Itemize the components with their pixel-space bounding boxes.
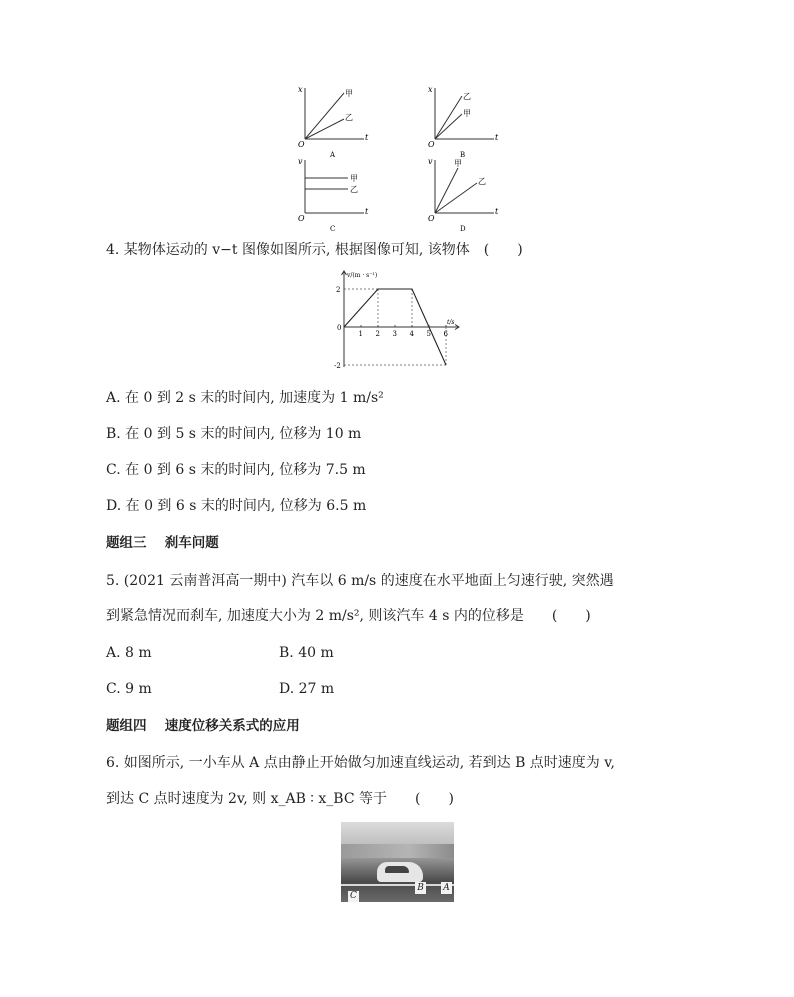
q4-vt-x-label: t/s bbox=[447, 319, 455, 326]
graph-b-line1-label: 乙 bbox=[463, 92, 471, 101]
graph-d-y-label: v bbox=[428, 157, 433, 166]
graph-a-x-label: t bbox=[365, 133, 369, 142]
q5-option-d: D. 27 m bbox=[279, 681, 335, 697]
graph-a-y-label: x bbox=[298, 85, 303, 94]
q5-option-b: B. 40 m bbox=[279, 645, 334, 661]
graph-c-caption: C bbox=[330, 225, 336, 233]
graph-d bbox=[422, 156, 502, 234]
graph-c-line2-label: 乙 bbox=[350, 185, 358, 194]
q4-option-b: B. 在 0 到 5 s 末的时间内, 位移为 10 m bbox=[106, 426, 362, 442]
graph-c-y-label: v bbox=[298, 157, 303, 166]
graph-c-line1-label: 甲 bbox=[350, 174, 358, 183]
graph-d-caption: D bbox=[460, 225, 466, 233]
graph-a-line1 bbox=[305, 93, 344, 139]
q4-vt-graph bbox=[334, 268, 464, 370]
graph-b-caption: B bbox=[460, 151, 466, 159]
graph-a-origin: O bbox=[298, 140, 305, 149]
q5-line1: 5. (2021 云南普洱高一期中) 汽车以 6 m/s 的速度在水平地面上匀速行驶, 突然遇 bbox=[106, 573, 614, 589]
graph-d-line2 bbox=[435, 183, 477, 213]
q6-car-photo bbox=[341, 822, 454, 902]
section-3-heading: 题组三 刹车问题 bbox=[106, 535, 219, 551]
q4-vt-axes bbox=[342, 271, 460, 367]
section-4-heading: 题组四 速度位移关系式的应用 bbox=[106, 718, 300, 734]
graph-b bbox=[422, 84, 502, 160]
graph-c-x-label: t bbox=[365, 207, 369, 216]
graph-d-line2-label: 乙 bbox=[478, 177, 486, 186]
graph-a-line2 bbox=[305, 119, 344, 139]
vt-x-tick-label-1: 1 bbox=[358, 330, 363, 338]
graph-d-x-label: t bbox=[495, 207, 499, 216]
graph-b-origin: O bbox=[428, 140, 435, 149]
q4-stem: 4. 某物体运动的 v−t 图像如图所示, 根据图像可知, 该物体 ( ) bbox=[106, 242, 523, 258]
photo-label-a: A bbox=[441, 882, 452, 894]
graph-b-x-label: t bbox=[495, 133, 499, 142]
graph-a-caption: A bbox=[330, 151, 336, 159]
graph-b-line2-label: 甲 bbox=[463, 109, 471, 118]
q4-option-a: A. 在 0 到 2 s 末的时间内, 加速度为 1 m/s² bbox=[106, 390, 384, 406]
q5-line2: 到紧急情况而刹车, 加速度大小为 2 m/s², 则该汽车 4 s 内的位移是 ( ) bbox=[106, 608, 591, 624]
q6-line1: 6. 如图所示, 一小车从 A 点由静止开始做匀加速直线运动, 若到达 B 点时速度为 v, bbox=[106, 755, 615, 771]
vt-x-tick-label-4: 4 bbox=[409, 330, 414, 338]
vt-x-tick-label-5: 5 bbox=[426, 330, 431, 338]
q5-option-c: C. 9 m bbox=[106, 681, 152, 697]
graph-d-origin: O bbox=[428, 214, 435, 223]
photo-road-line bbox=[341, 884, 454, 886]
graph-d-line1-label: 甲 bbox=[454, 159, 462, 168]
q4-vt-ticks bbox=[334, 286, 449, 370]
q5-option-a: A. 8 m bbox=[106, 645, 152, 661]
graph-a-line1-label: 甲 bbox=[345, 89, 353, 98]
vt-y-tick-label-2: 2 bbox=[336, 286, 341, 294]
vt-y-tick-label-neg2: -2 bbox=[334, 362, 341, 370]
graph-a bbox=[292, 84, 372, 160]
q4-vt-y-label: v/(m · s⁻¹) bbox=[347, 272, 378, 279]
graph-a-line2-label: 乙 bbox=[345, 113, 353, 122]
photo-label-c: C bbox=[348, 891, 359, 902]
q4-vt-origin: 0 bbox=[337, 324, 342, 332]
vt-x-tick-label-3: 3 bbox=[392, 330, 397, 338]
photo-hills bbox=[341, 844, 454, 858]
q4-option-d: D. 在 0 到 6 s 末的时间内, 位移为 6.5 m bbox=[106, 498, 367, 514]
graph-b-y-label: x bbox=[428, 85, 433, 94]
graph-d-line1 bbox=[435, 168, 458, 213]
q6-line2: 到达 C 点时速度为 2v, 则 x_AB ∶ x_BC 等于 ( ) bbox=[106, 791, 454, 807]
vt-x-tick-label-2: 2 bbox=[375, 330, 380, 338]
q4-option-c: C. 在 0 到 6 s 末的时间内, 位移为 7.5 m bbox=[106, 462, 366, 478]
photo-car-window bbox=[385, 866, 409, 873]
graph-c-origin: O bbox=[298, 214, 305, 223]
vt-x-tick-label-6: 6 bbox=[443, 330, 448, 338]
photo-label-b: B bbox=[415, 882, 426, 894]
graph-c bbox=[292, 156, 372, 234]
